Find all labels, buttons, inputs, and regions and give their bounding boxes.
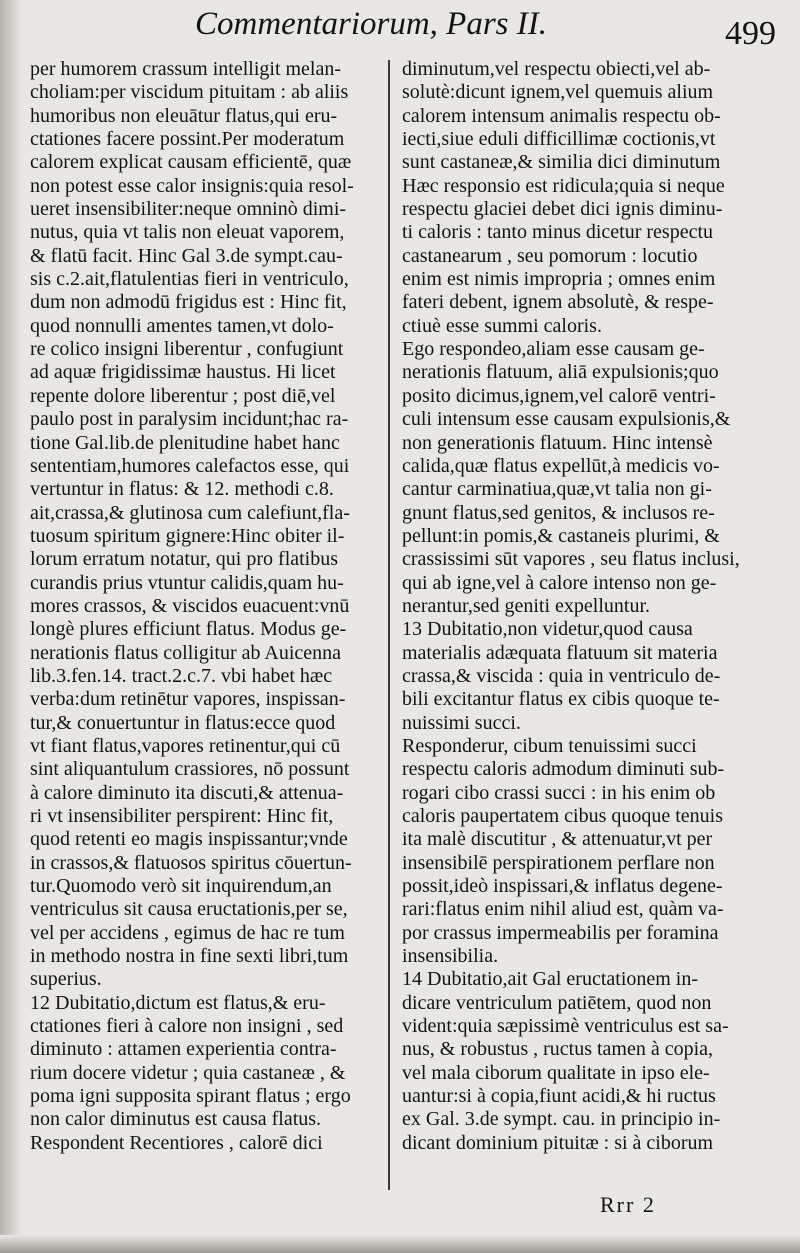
text-line: sententiam,humores calefactos esse, qui — [30, 454, 350, 477]
text-line: dicant dominium pituitæ : si à ciborum — [402, 1131, 714, 1154]
text-line: nerantur,sed geniti expelluntur. — [402, 594, 651, 617]
text-line: verba:dum retinētur vapores, inspissan- — [30, 688, 346, 711]
text-line: possit,ideò inspissari,& inflatus degene- — [402, 875, 723, 898]
text-line: nutus, quia vt talis non eleuat vaporem, — [30, 221, 345, 244]
text-line: ueret insensibiliter:neque omninò dimi- — [30, 198, 347, 221]
text-line: enim est nimis impropria ; omnes enim — [402, 268, 716, 291]
text-line: ctiuè esse summi caloris. — [402, 314, 602, 337]
text-line: nerationis flatuum, aliā expulsionis;quo — [402, 361, 719, 384]
text-line: mores crassos, & viscidos euacuent:vnū — [30, 594, 350, 617]
text-line: tur,& conuertuntur in flatus:ecce quod — [30, 711, 336, 734]
text-line: gnunt flatus,sed genitos, & inclusos re- — [402, 501, 715, 524]
text-line: vel per accidens , egimus de hac re tum — [30, 921, 345, 944]
text-line: curandis prius vtuntur calidis,quam hu- — [30, 571, 344, 594]
text-line: poma igni supposita spirant flatus ; ergo — [30, 1085, 351, 1108]
text-line: dum non admodū frigidus est : Hinc fit, — [30, 291, 347, 314]
text-line: re colico insigni liberentur , confugiunt — [30, 338, 344, 361]
text-line: paulo post in paralysim incidunt;hac ra- — [30, 408, 349, 431]
text-line: insensibilia. — [402, 945, 499, 968]
text-line: Responderur, cibum tenuissimi succi — [402, 734, 697, 757]
text-line: choliam:per viscidum pituitam : ab aliis — [30, 81, 349, 104]
text-line: rium docere videtur ; quia castaneæ , & — [30, 1061, 346, 1084]
text-line: diminuto : attamen experientia contra- — [30, 1038, 337, 1061]
text-line: diminutum,vel respectu obiecti,vel ab- — [402, 58, 711, 80]
text-line: respectu glaciei debet dici ignis diminu- — [402, 198, 723, 221]
text-line: nus, & robustus , ructus tamen à copia, — [402, 1038, 714, 1061]
text-line: culi intensum esse causam expulsionis,& — [402, 408, 731, 431]
text-line: Ego respondeo,aliam esse causam ge- — [402, 338, 705, 361]
text-line: vertuntur in flatus: & 12. methodi c.8. — [30, 478, 334, 501]
text-line: calida,quæ flatus expellūt,à medicis vo- — [402, 454, 720, 477]
text-line: crassissimi sūt vapores , seu flatus inclusi, — [402, 548, 740, 571]
text-line: non generationis flatuum. Hinc intensè — [402, 431, 713, 454]
right-column — [402, 58, 790, 1238]
text-line: ctationes fieri à calore non insigni , sed — [30, 1015, 344, 1038]
text-line: insensibilē perspirationem perflare non — [402, 851, 715, 874]
text-line: pellunt:in pomis,& castaneis plurimi, & — [402, 524, 720, 547]
text-line: por crassus impermeabilis per foramina — [402, 921, 719, 944]
text-line: sint aliquantulum crassiores, nō possunt — [30, 758, 350, 781]
text-line: non calor diminutus est causa flatus. — [30, 1108, 322, 1131]
text-line: rari:flatus enim nihil aliud est, quàm va- — [402, 898, 724, 921]
page-number: 499 — [725, 15, 776, 52]
left-column — [30, 58, 380, 1238]
text-line: vt fiant flatus,vapores retinentur,qui cū — [30, 734, 341, 757]
text-line: caloris paupertatem cibus quoque tenuis — [402, 805, 724, 827]
text-line: ad aquæ frigidissimæ haustus. Hi licet — [30, 361, 336, 384]
text-line: & flatū facit. Hinc Gal 3.de sympt.cau- — [30, 244, 343, 267]
text-line: nuissimi succi. — [402, 711, 521, 734]
text-line: bili excitantur flatus ex cibis quoque te- — [402, 688, 720, 711]
text-line: solutè:dicunt ignem,vel quemuis alium — [402, 81, 714, 104]
text-line: respectu caloris admodum diminuti sub- — [402, 758, 725, 781]
text-line: calorem explicat causam efficientē, quæ — [30, 151, 352, 174]
text-line: ctationes facere possint.Per moderatum — [30, 128, 345, 151]
text-line: repente dolore liberentur ; post diē,vel — [30, 384, 336, 407]
column-rule — [388, 60, 390, 1190]
text-line: 13 Dubitatio,non videtur,quod causa — [402, 618, 693, 641]
text-line: à calore diminuto ita discuti,& attenua- — [30, 781, 344, 804]
text-line: Respondent Recentiores , calorē dici — [30, 1131, 323, 1154]
text-line: longè plures efficiunt flatus. Modus ge- — [30, 618, 347, 641]
text-line: ventriculus sit causa eructationis,per se, — [30, 898, 348, 921]
text-line: dicare ventriculum patiētem, quod non — [402, 991, 712, 1014]
text-line: qui ab igne,vel à calore intenso non ge- — [402, 571, 717, 594]
text-line: tur.Quomodo verò sit inquirendum,an — [30, 875, 332, 898]
text-line: ti caloris : tanto minus dicetur respectu — [402, 221, 714, 244]
page-edge-shadow — [0, 0, 22, 1253]
text-line: in methodo nostra in fine sexti libri,tum — [30, 945, 349, 968]
text-line: superius. — [30, 968, 102, 991]
text-line: uantur:si à copia,fiunt acidi,& hi ructus — [402, 1085, 716, 1108]
text-line: lorum erratum notatur, qui pro flatibus — [30, 548, 339, 571]
text-line: vident:quia sæpissimè ventriculus est sa- — [402, 1015, 729, 1038]
text-line: tione Gal.lib.de plenitudine habet hanc — [30, 431, 340, 454]
text-line: posito dicimus,ignem,vel calorē ventri- — [402, 384, 716, 407]
text-line: 12 Dubitatio,dictum est flatus,& eru- — [30, 991, 326, 1014]
text-line: ri vt insensibiliter perspirent: Hinc fit, — [30, 805, 334, 827]
text-line: sis c.2.ait,flatulentias fieri in ventriculo, — [30, 268, 349, 291]
signature-mark: Rrr 2 — [600, 1192, 656, 1217]
text-line: ita malè discutitur , & attenuatur,vt per — [402, 828, 713, 851]
text-line: fateri debent, ignem absolutè, & respe- — [402, 291, 714, 314]
text-line: in crassos,& flatuosos spiritus cōuertun- — [30, 851, 352, 874]
text-line: sunt castaneæ,& similia dici diminutum — [402, 151, 721, 174]
text-line: humoribus non eleuātur flatus,qui eru- — [30, 104, 338, 127]
running-head: Commentariorum, Pars II. — [195, 6, 547, 42]
text-line: materialis adæquata flatuum sit materia — [402, 641, 718, 664]
text-line: quod retenti eo magis inspissantur;vnde — [30, 828, 348, 851]
text-line: 14 Dubitatio,ait Gal eructationem in- — [402, 968, 699, 991]
text-line: tuosum spiritum gignere:Hinc obiter il- — [30, 524, 345, 547]
text-line: lib.3.fen.14. tract.2.c.7. vbi habet hæc — [30, 664, 333, 687]
text-line: nerationis flatus colligitur ab Auicenna — [30, 641, 342, 664]
text-line: ex Gal. 3.de sympt. cau. in principio in- — [402, 1108, 721, 1131]
text-line: cantur carminatiua,quæ,vt talia non gi- — [402, 478, 712, 501]
text-line: Hæc responsio est ridicula;quia si neque — [402, 174, 725, 197]
text-line: vel mala ciborum qualitate in ipso ele- — [402, 1061, 710, 1084]
text-line: calorem intensum animalis respectu ob- — [402, 104, 721, 127]
text-line: rogari cibo crassi succi : in his enim ob — [402, 781, 716, 804]
text-line: crassa,& viscida : quia in ventriculo de- — [402, 664, 721, 687]
text-line: quod nonnulli amentes tamen,vt dolo- — [30, 314, 334, 337]
text-line: castanearum , seu pomorum : locutio — [402, 244, 698, 267]
text-line: per humorem crassum intelligit melan- — [30, 58, 342, 80]
text-line: ait,crassa,& glutinosa cum calefiunt,fla- — [30, 501, 350, 524]
text-line: iecti,siue eduli difficillimæ coctionis,vt — [402, 128, 716, 151]
text-line: non potest esse calor insignis:quia resol- — [30, 174, 354, 197]
